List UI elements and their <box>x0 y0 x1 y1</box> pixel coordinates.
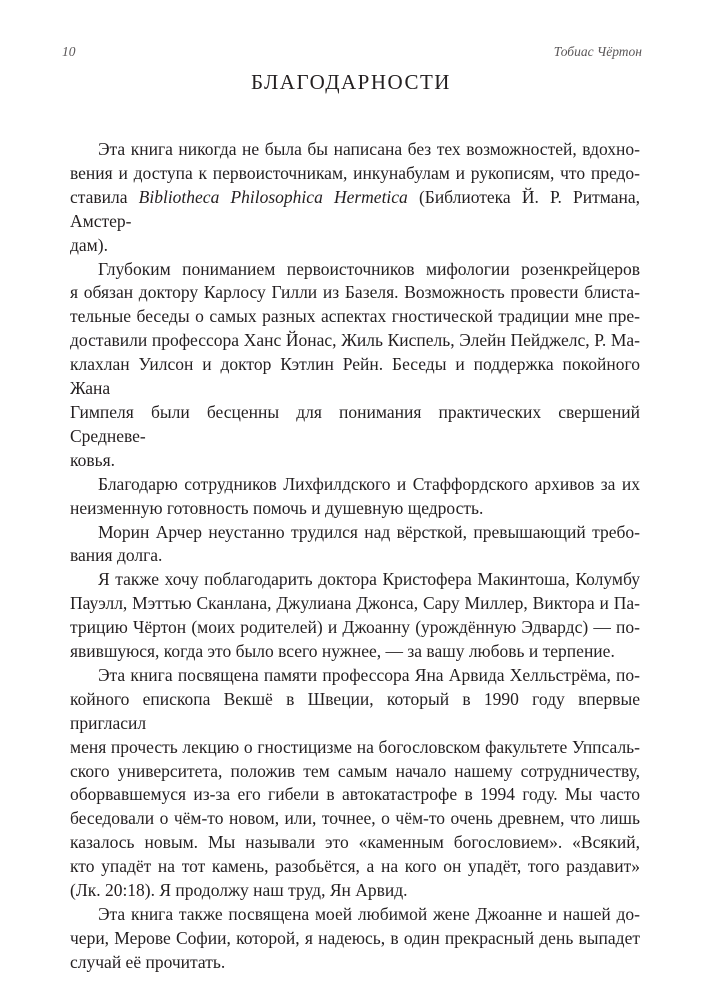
italic-title: Bibliotheca Philosophica Hermetica <box>138 186 408 207</box>
paragraph <box>70 664 640 903</box>
text-line: Морин Арчер неустанно трудился над вёрсткой, превышающий требо- <box>98 521 640 542</box>
text-line: (Лк. 20:18). Я продолжу наш труд, Ян Арвид. <box>70 880 408 901</box>
text-line: Гимпеля были бесценны для понимания практических свершений Средневе- <box>70 401 640 446</box>
chapter-title: БЛАГОДАРНОСТИ <box>251 70 451 94</box>
text-line: доставили профессора Ханс Йонас, Жиль Киспель, Элейн Пейджелс, Р. Ма- <box>70 330 640 351</box>
text-line: ставила Bibliotheca Philosophica Hermetica (Библиотека Й. Р. Ритмана, Амстер- <box>70 186 640 231</box>
paragraph <box>70 473 640 521</box>
text-line: дам). <box>70 234 108 255</box>
text-line: чери, Мерове Софии, которой, я надеюсь, в один прекрасный день выпадет <box>70 927 640 948</box>
text-line: трицию Чёртон (моих родителей) и Джоанну (урождённую Эдвардс) — по- <box>70 617 640 638</box>
text-line: меня прочесть лекцию о гностицизме на богословском факультете Уппсаль- <box>70 736 640 757</box>
paragraph <box>70 138 640 258</box>
page-number: 10 <box>62 44 76 59</box>
text-line: Эта книга никогда не была бы написана без тех возможностей, вдохно- <box>98 139 640 159</box>
text-line: явившуюся, когда это было всего нужнее, — за вашу любовь и терпение. <box>70 641 615 662</box>
text-line: клахлан Уилсон и доктор Кэтлин Рейн. Беседы и поддержка покойного Жана <box>70 354 640 399</box>
text-line: неизменную готовность помочь и душевную щедрость. <box>70 497 484 518</box>
text-line: тельные беседы о самых разных аспектах гностической традиции мне пре- <box>70 306 640 327</box>
body-text <box>70 138 640 975</box>
running-head <box>0 44 702 64</box>
text-line: Пауэлл, Мэттью Сканлана, Джулиана Джонса, Сару Миллер, Виктора и Па- <box>70 593 640 614</box>
paragraph <box>70 903 640 975</box>
text-line: Эта книга также посвящена моей любимой жене Джоанне и нашей до- <box>98 904 640 924</box>
text-line: вения и доступа к первоисточникам, инкунабулам и рукописям, что предо- <box>70 162 640 183</box>
text-line: кто упадёт на тот камень, разобьётся, а на кого он упадёт, того раздавит» <box>70 856 640 877</box>
text-line: ского университета, положив тем самым начало нашему сотрудничеству, <box>70 760 640 781</box>
text-line: ковья. <box>70 449 116 470</box>
text-line: Благодарю сотрудников Лихфилдского и Стаффордского архивов за их <box>98 473 640 494</box>
running-head-author: Тобиас Чёртон <box>553 44 642 59</box>
paragraph <box>70 521 640 569</box>
text-line: Эта книга посвящена памяти профессора Яна Арвида Хелльстрёма, по- <box>98 664 640 685</box>
text-line: оборвавшемуся из-за его гибели в автокатастрофе в 1994 году. Мы часто <box>70 784 640 805</box>
text-line: койного епископа Векшё в Швеции, который в 1990 году впервые пригласил <box>70 688 640 733</box>
text-line: случай её прочитать. <box>70 951 226 972</box>
text-line: Я также хочу поблагодарить доктора Кристофера Макинтоша, Колумбу <box>98 569 640 590</box>
text-line: вания долга. <box>70 545 163 566</box>
paragraph <box>70 568 640 664</box>
text-line: я обязан доктору Карлосу Гилли из Базеля. Возможность провести блиста- <box>70 282 640 303</box>
text-line: Глубоким пониманием первоисточников мифологии розенкрейцеров <box>98 258 640 279</box>
text-line: беседовали о чём-то новом, или, точнее, о чём-то очень древнем, что лишь <box>70 808 640 829</box>
text-line: казалось новым. Мы называли это «каменным богословием». «Всякий, <box>70 832 640 853</box>
paragraph <box>70 258 640 473</box>
